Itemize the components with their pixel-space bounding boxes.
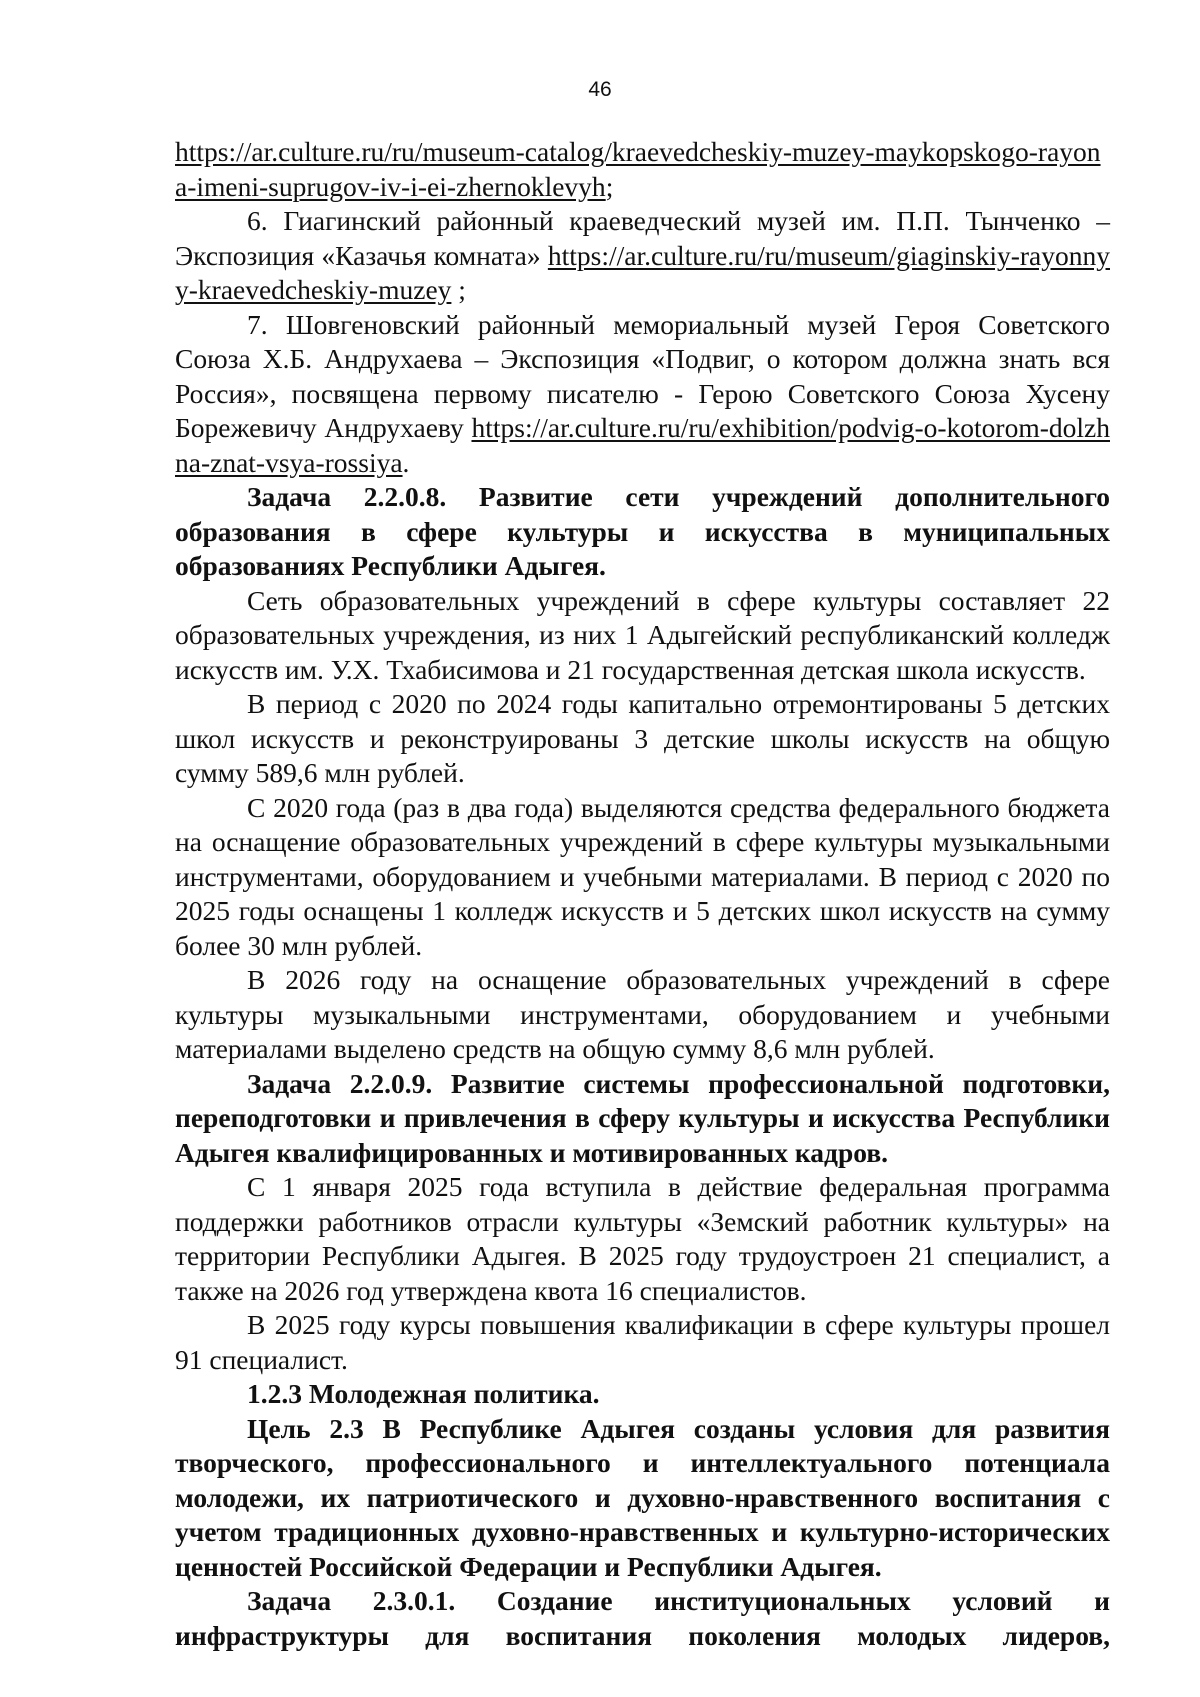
task-2208-paragraph: В 2026 году на оснащение образовательных учреждений в сфере культуры музыкальными инструментами, оборудованием и учебными материалами выделено средств на общую сумму 8,6 млн рублей. (175, 964, 1110, 1064)
task-2209-heading: Задача 2.2.0.9. Развитие системы профессиональной подготовки, переподготовки и привлечения в сферу культуры и искусства Республики Адыгея квалифицированных и мотивированных кадров. (175, 1067, 1110, 1168)
task-2208-paragraph: В период с 2020 по 2024 годы капитально отремонтированы 5 детских школ искусств и реконструированы 3 детские школы искусств на общую сумму 589,6 млн рублей. (175, 688, 1110, 788)
museum-6-text: 6. Гиагинский районный краеведческий музей им. П.П. Тынченко – Экспозиция «Казачья комната» (175, 205, 1110, 271)
museum-list-item-7 (175, 308, 1110, 481)
museum-6-link[interactable]: https://ar.culture.ru/ru/museum/giaginskiy-rayonnyy-kraevedcheskiy-muzey (175, 239, 1110, 305)
task-2208-paragraph: С 2020 года (раз в два года) выделяются средства федерального бюджета на оснащение образовательных учреждений в сфере культуры музыкальными инструментами, оборудованием и учебными материалами. В период с 2020 по 2025 годы оснащены 1 колледж искусств и 5 детских школ искусств на сумму более 30 млн рублей. (175, 791, 1110, 961)
page-number: 46 (588, 78, 612, 101)
museum-7-link[interactable]: https://ar.culture.ru/ru/exhibition/podvig-o-kotorom-dolzhna-znat-vsya-rossiya (175, 412, 1110, 478)
task-2301-heading: Задача 2.3.0.1. Создание институциональных условий и инфраструктуры для воспитания поколения молодых лидеров, (175, 1585, 1110, 1651)
museum-5-tail: ; (605, 170, 614, 202)
task-2208-heading: Задача 2.2.0.8. Развитие сети учреждений дополнительного образования в сфере культуры и искусства в муниципальных образованиях Республики Адыгея. (175, 481, 1110, 581)
task-2208-paragraph: Сеть образовательных учреждений в сфере культуры составляет 22 образовательных учреждения, из них 1 Адыгейский республиканский колледж искусств им. У.Х. Тхабисимова и 21 государственная детская школа искусств. (175, 584, 1110, 685)
task-2209-paragraph: В 2025 году курсы повышения квалификации в сфере культуры прошел 91 специалист. (175, 1309, 1110, 1375)
museum-7-tail: . (402, 446, 410, 478)
museum-list-item-6 (175, 204, 1110, 308)
museum-6-tail: ; (451, 274, 466, 305)
goal-23-heading: Цель 2.3 В Республике Адыгея созданы условия для развития творческого, профессионального и интеллектуального потенциала молодежи, их патриотического и духовно-нравственного воспитания с учетом традиционных духовно-нравственных и культурно-исторических ценностей Российской Федерации и Республики Адыгея. (175, 1412, 1110, 1582)
museum-list-item-5 (175, 135, 1110, 204)
task-2209-paragraph: С 1 января 2025 года вступила в действие федеральная программа поддержки работников отрасли культуры «Земский работник культуры» на территории Республики Адыгея. В 2025 году трудоустроен 21 специалист, а также на 2026 год утверждена квота 16 специалистов. (175, 1171, 1110, 1306)
museum-7-text: 7. Шовгеновский районный мемориальный музей Героя Советского Союза Х.Б. Андрухаева – Экспозиция «Подвиг, о котором должна знать вся Россия», посвящена первому писателю - Герою Советского Союза Хусену Борежевичу Андрухаеву (175, 308, 1110, 443)
museum-5-link[interactable]: https://ar.culture.ru/ru/museum-catalog/kraevedcheskiy-muzey-maykopskogo-rayona-imeni-suprugov-iv-i-ei-zhernoklevyh (175, 136, 1101, 202)
document-body (175, 135, 1110, 1653)
section-123-heading: 1.2.3 Молодежная политика. (247, 1378, 600, 1409)
